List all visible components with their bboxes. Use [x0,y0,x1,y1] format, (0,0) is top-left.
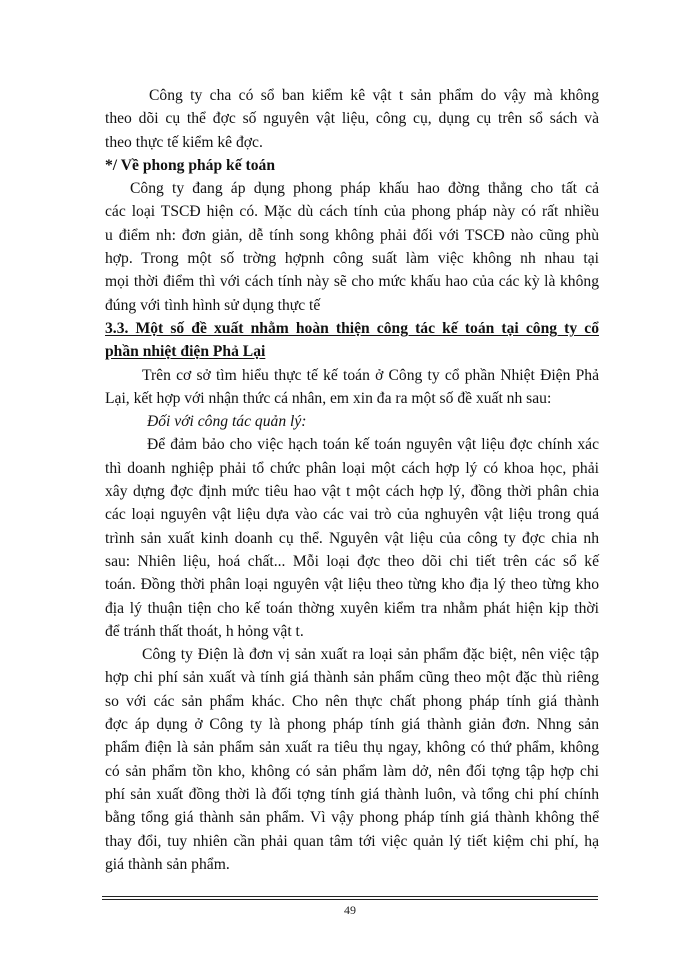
paragraph-line: hợp. Trong một số trờng hợpnh công suất làm việc không nh nhau tại [105,250,599,268]
paragraph-line: trình sản xuất kinh doanh cụ thể. Nguyên vật liệu của công ty đợc chia nh [105,529,599,547]
management-subheading: Đối với công tác quản lý: [147,413,307,431]
paragraph-line: Công ty cha có sổ ban kiểm kê vật t sản phẩm do vậy mà không [149,87,599,104]
page-number: 49 [344,903,356,917]
paragraph-line: toán. Đồng thời phân loại nguyên vật liệu theo từng kho địa lý theo từng kho [105,576,599,594]
paragraph-line: thì doanh nghiệp phải tổ chức phân loại một cách hợp lý có khoa học, phải [105,459,599,477]
footer-rule [102,899,598,900]
paragraph-line: phẩm điện là sản phẩm sản xuất ra tiêu thụ ngay, không có thứ phẩm, không [105,739,599,757]
paragraph-line: xây dựng đợc định mức tiêu hao vật t một cách hợp lý, đồng thời phân chia [105,483,599,501]
paragraph-line: địa lý thuận tiện cho kế toán thờng xuyên kiểm tra nhằm phát hiện kịp thời [105,599,599,617]
paragraph-line: Lại, kết hợp với nhận thức cá nhân, em xin đa ra một số đề xuất nh sau: [105,389,552,407]
paragraph-line: đợc áp dụng ở Công ty là phong pháp tính giá thành giản đơn. Nhng sản [105,716,599,734]
paragraph-line: Trên cơ sở tìm hiểu thực tế kế toán ở Công ty cổ phần Nhiệt Điện Phả [142,366,599,384]
paragraph-line: thay đổi, tuy nhiên cần phải quan tâm tới việc quản lý tiết kiệm chi phí, hạ [105,832,599,850]
paragraph-line: Công ty Điện là đơn vị sản xuất ra loại sản phẩm đặc biệt, nên việc tập [142,646,599,664]
paragraph-line: có sản phẩm tồn kho, không có sản phẩm làm dở, nên đối tợng tập hợp chi [105,762,599,780]
paragraph-line: đúng với tình hình sử dụng thực tế [105,296,321,314]
paragraph-line: các loại nguyên vật liệu dựa vào các vai trò của nghuyên vật liệu trong quá [105,506,599,524]
paragraph-line: Công ty đang áp dụng phong pháp khấu hao đờng thẳng cho tất cả [130,180,599,198]
paragraph-line: sau: Nhiên liệu, hoá chất... Mỗi loại đợc theo dõi chi tiết trên các sổ kế [105,552,599,570]
paragraph-line: theo dõi cụ thể đợc số nguyên vật liệu, công cụ, dụng cụ trên sổ sách và [105,110,599,128]
footer-rule [102,896,598,897]
paragraph-line: u điểm nh: đơn giản, dễ tính song không phải đối với TSCĐ nào cũng phù [105,226,599,244]
section-heading: 3.3. Một số đề xuất nhằm hoàn thiện công tác kế toán tại công ty cổ [105,319,599,337]
paragraph-line: hợp chi phí sản xuất và tính giá thành sản phẩm cũng theo một đặc thù riêng [105,669,599,687]
paragraph-line: giá thành sản phẩm. [105,855,230,873]
paragraph-line: phí sản xuất đồng thời là đối tợng tính giá thành luôn, và tổng chi phí chính [105,785,599,803]
paragraph-line: các loại TSCĐ hiện có. Mặc dù cách tính của phong pháp này có rất nhiều [105,203,599,221]
paragraph-line: bằng tổng giá thành sản phẩm. Vì vậy phong pháp tính giá thành không thể [105,809,599,827]
paragraph-line: để tránh thất thoát, h hỏng vật t. [105,622,304,640]
section-heading: phần nhiệt điện Phả Lại [105,343,266,361]
body-text [105,84,599,876]
paragraph-line: Để đảm bảo cho việc hạch toán kế toán nguyên vật liệu đợc chính xác [147,436,599,454]
method-heading: */ Về phong pháp kế toán [105,156,276,174]
paragraph-line: mọi thời điểm thì với cách tính này sẽ cho mức khấu hao của các kỳ là không [105,273,599,291]
paragraph-line: so với các sản phẩm khác. Cho nên thực chất phong pháp tính giá thành [105,692,599,710]
paragraph-line: theo thực tế kiểm kê đợc. [105,133,263,151]
